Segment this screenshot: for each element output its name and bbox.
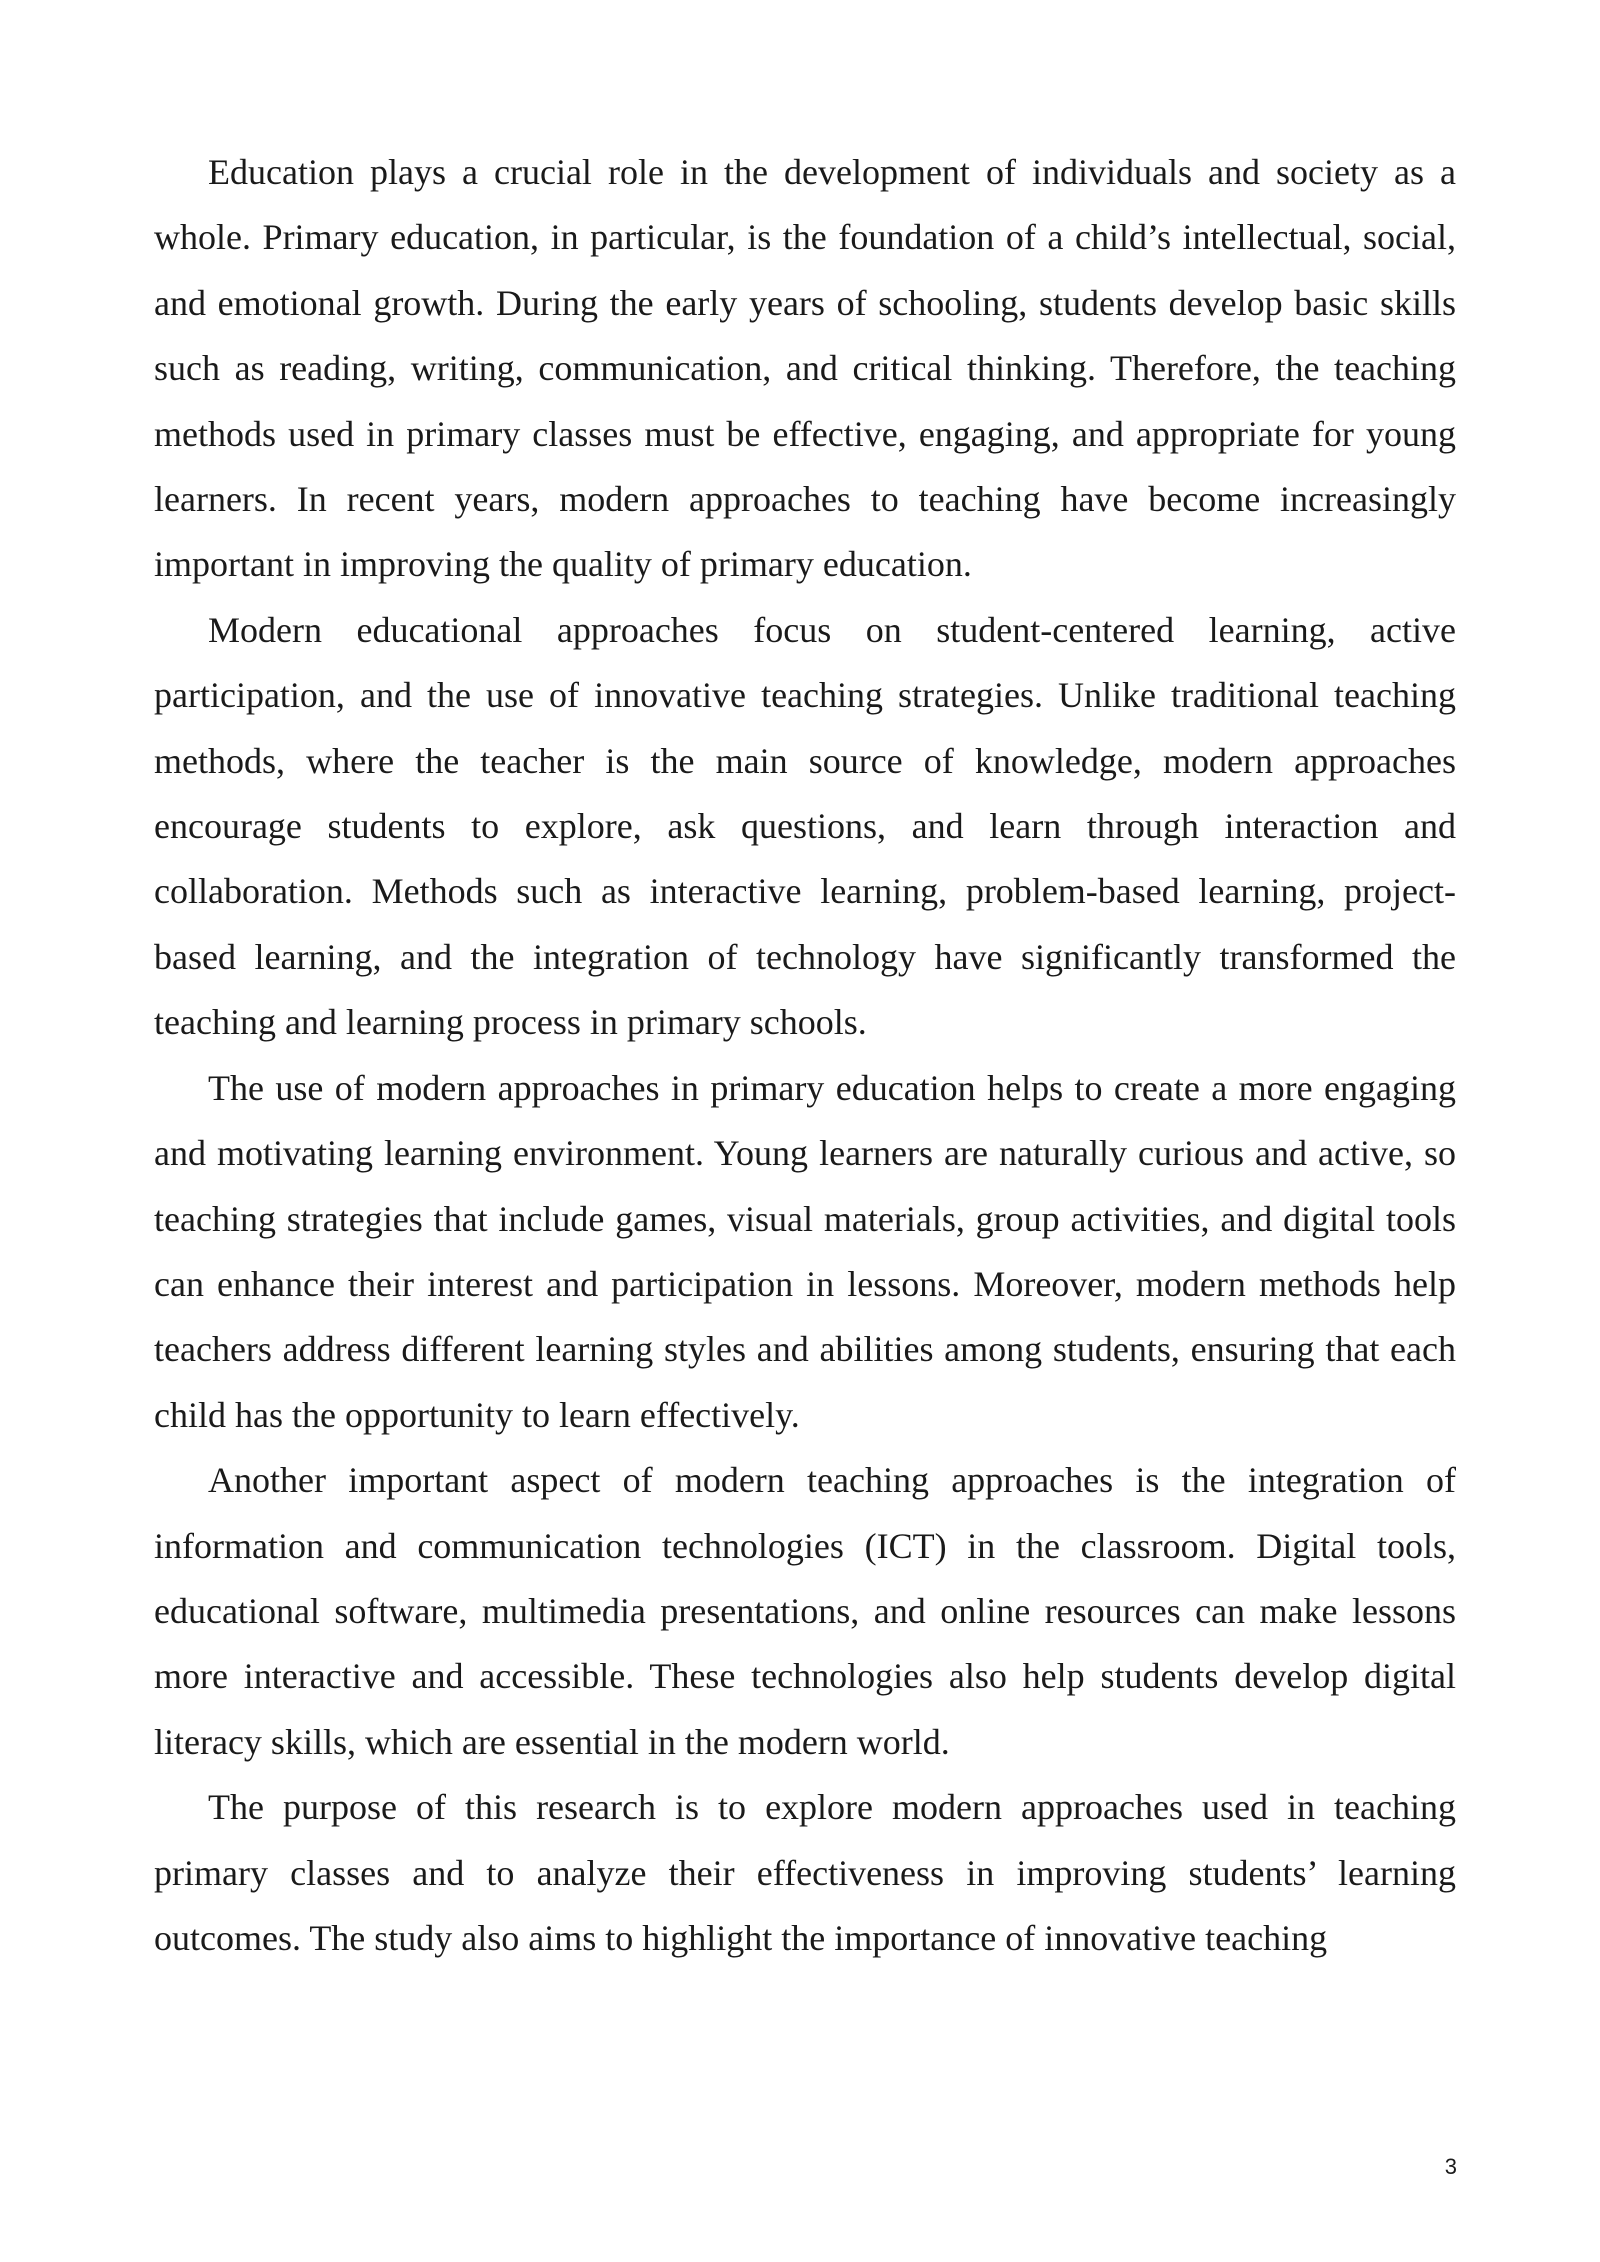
paragraph-modern-approaches: Modern educational approaches focus on student-centered learning, active participation, and the use of innovative teaching strategies. Unlike traditional teaching methods, where the teacher is the main source of knowledge, modern approaches encourage students to explore, ask questions, and learn through interaction and collaboration. Methods such as interactive learning, problem-based learning, project-based learning, and the integration of technology have significantly transformed the teaching and learning process in primary schools. — [154, 609, 1456, 1043]
page-number: 3 — [1444, 2154, 1457, 2179]
paragraph-learning-environment: The use of modern approaches in primary education helps to create a more engaging and motivating learning environment. Young learners are naturally curious and active, so teaching strategies that include games, visual materials, group activities, and digital tools can enhance their interest and participation in lessons. Moreover, modern methods help teachers address different learning styles and abilities among students, ensuring that each child has the opportunity to learn effectively. — [154, 1067, 1456, 1435]
paragraph-research-purpose: The purpose of this research is to explore modern approaches used in teaching primary classes and to analyze their effectiveness in improving students’ learning outcomes. The study also aims to highlight the importance of innovative teaching — [154, 1787, 1456, 1958]
body-text — [154, 140, 1456, 1971]
paragraph-ict-integration: Another important aspect of modern teaching approaches is the integration of information and communication technologies (ICT) in the classroom. Digital tools, educational software, multimedia presentations, and online resources can make lessons more interactive and accessible. These technologies also help students develop digital literacy skills, which are essential in the modern world. — [154, 1460, 1456, 1762]
paragraph-education-role: Education plays a crucial role in the development of individuals and society as a whole. Primary education, in particular, is the foundation of a child’s intellectual, social, and emotional growth. During the early years of schooling, students develop basic skills such as reading, writing, communication, and critical thinking. Therefore, the teaching methods used in primary classes must be effective, engaging, and appropriate for young learners. In recent years, modern approaches to teaching have become increasingly important in improving the quality of primary education. — [154, 152, 1456, 585]
